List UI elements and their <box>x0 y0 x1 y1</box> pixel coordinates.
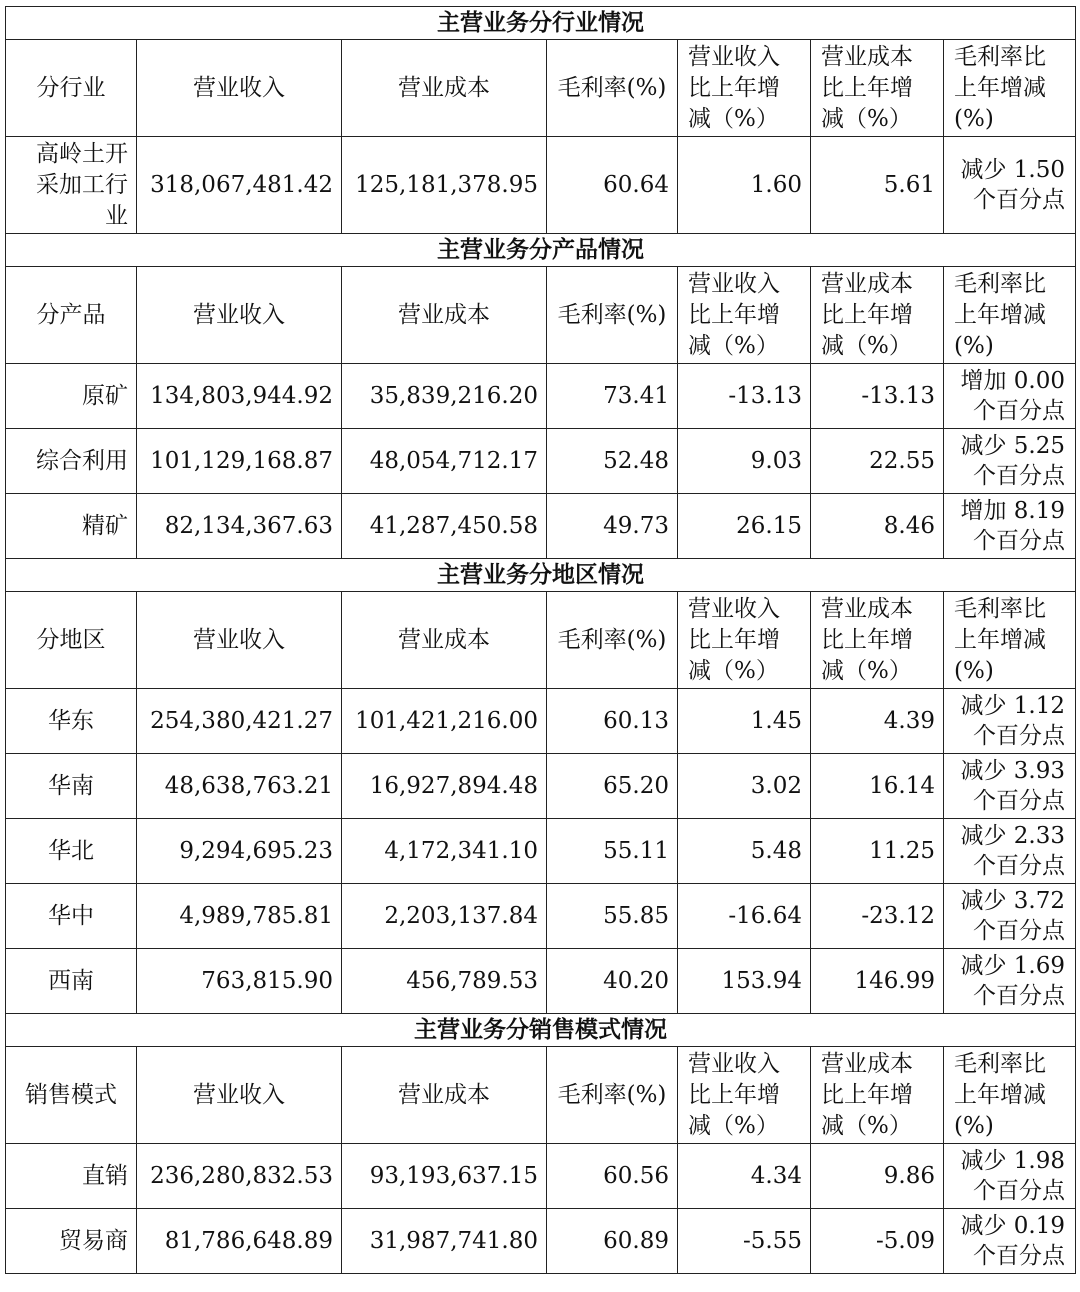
cost-change-cell: 16.14 <box>811 754 944 819</box>
revenue-change-cell: 153.94 <box>678 949 811 1014</box>
revenue-header: 营业收入 <box>137 267 342 364</box>
cost-cell: 31,987,741.80 <box>342 1209 547 1274</box>
revenue-change-header: 营业收入比上年增减（%） <box>678 40 811 137</box>
revenue-header: 营业收入 <box>137 1047 342 1144</box>
revenue-change-cell: -13.13 <box>678 364 811 429</box>
cost-cell: 48,054,712.17 <box>342 429 547 494</box>
cost-cell: 456,789.53 <box>342 949 547 1014</box>
revenue-change-header: 营业收入比上年增减（%） <box>678 592 811 689</box>
cost-cell: 16,927,894.48 <box>342 754 547 819</box>
cost-header: 营业成本 <box>342 267 547 364</box>
cost-change-cell: -23.12 <box>811 884 944 949</box>
margin-change-header: 毛利率比上年增减(%) <box>944 267 1076 364</box>
margin-cell: 40.20 <box>547 949 678 1014</box>
margin-change-cell: 减少 2.33 个百分点 <box>944 819 1076 884</box>
revenue-cell: 81,786,648.89 <box>137 1209 342 1274</box>
revenue-cell: 763,815.90 <box>137 949 342 1014</box>
cost-change-header: 营业成本比上年增减（%） <box>811 40 944 137</box>
margin-cell: 60.89 <box>547 1209 678 1274</box>
revenue-cell: 9,294,695.23 <box>137 819 342 884</box>
revenue-change-cell: 9.03 <box>678 429 811 494</box>
table-row <box>6 137 1076 234</box>
margin-change-cell: 减少 5.25 个百分点 <box>944 429 1076 494</box>
header-row <box>6 40 1076 137</box>
row-label: 直销 <box>6 1144 137 1209</box>
revenue-cell: 236,280,832.53 <box>137 1144 342 1209</box>
revenue-cell: 254,380,421.27 <box>137 689 342 754</box>
section-title-row <box>6 7 1076 40</box>
cost-change-cell: 9.86 <box>811 1144 944 1209</box>
margin-change-cell: 减少 1.12 个百分点 <box>944 689 1076 754</box>
section-title: 主营业务分地区情况 <box>6 559 1076 592</box>
revenue-cell: 48,638,763.21 <box>137 754 342 819</box>
row-label: 华北 <box>6 819 137 884</box>
cost-header: 营业成本 <box>342 40 547 137</box>
table-row <box>6 364 1076 429</box>
margin-cell: 73.41 <box>547 364 678 429</box>
revenue-header: 营业收入 <box>137 40 342 137</box>
cost-change-header: 营业成本比上年增减（%） <box>811 267 944 364</box>
margin-cell: 55.11 <box>547 819 678 884</box>
margin-cell: 60.56 <box>547 1144 678 1209</box>
table-row <box>6 819 1076 884</box>
row-label: 西南 <box>6 949 137 1014</box>
cost-change-cell: 146.99 <box>811 949 944 1014</box>
cost-change-cell: 11.25 <box>811 819 944 884</box>
margin-change-header: 毛利率比上年增减(%) <box>944 592 1076 689</box>
row-label: 华东 <box>6 689 137 754</box>
revenue-cell: 318,067,481.42 <box>137 137 342 234</box>
header-row <box>6 267 1076 364</box>
revenue-header: 营业收入 <box>137 592 342 689</box>
section-title: 主营业务分销售模式情况 <box>6 1014 1076 1047</box>
cost-change-cell: 5.61 <box>811 137 944 234</box>
margin-change-cell: 增加 0.00 个百分点 <box>944 364 1076 429</box>
cost-cell: 4,172,341.10 <box>342 819 547 884</box>
cost-change-cell: -5.09 <box>811 1209 944 1274</box>
cost-change-cell: 22.55 <box>811 429 944 494</box>
margin-change-header: 毛利率比上年增减(%) <box>944 1047 1076 1144</box>
first-col-header: 分行业 <box>6 40 137 137</box>
main-business-table <box>5 6 1076 1274</box>
cost-header: 营业成本 <box>342 592 547 689</box>
row-label: 高岭土开采加工行业 <box>6 137 137 234</box>
revenue-change-cell: 3.02 <box>678 754 811 819</box>
revenue-change-cell: 4.34 <box>678 1144 811 1209</box>
row-label: 贸易商 <box>6 1209 137 1274</box>
gross-margin-header: 毛利率(%) <box>547 592 678 689</box>
row-label: 综合利用 <box>6 429 137 494</box>
table-row <box>6 429 1076 494</box>
revenue-cell: 82,134,367.63 <box>137 494 342 559</box>
revenue-cell: 4,989,785.81 <box>137 884 342 949</box>
first-col-header: 分地区 <box>6 592 137 689</box>
revenue-change-cell: 26.15 <box>678 494 811 559</box>
margin-cell: 49.73 <box>547 494 678 559</box>
row-label: 华南 <box>6 754 137 819</box>
margin-cell: 60.64 <box>547 137 678 234</box>
table-row <box>6 494 1076 559</box>
revenue-change-cell: -5.55 <box>678 1209 811 1274</box>
table-row <box>6 949 1076 1014</box>
cost-change-cell: 8.46 <box>811 494 944 559</box>
section-title: 主营业务分行业情况 <box>6 7 1076 40</box>
margin-change-cell: 减少 1.69 个百分点 <box>944 949 1076 1014</box>
margin-change-header: 毛利率比上年增减(%) <box>944 40 1076 137</box>
revenue-change-header: 营业收入比上年增减（%） <box>678 267 811 364</box>
row-label: 华中 <box>6 884 137 949</box>
table-row <box>6 884 1076 949</box>
header-row <box>6 592 1076 689</box>
margin-change-cell: 减少 1.50 个百分点 <box>944 137 1076 234</box>
first-col-header: 销售模式 <box>6 1047 137 1144</box>
margin-change-cell: 减少 1.98 个百分点 <box>944 1144 1076 1209</box>
gross-margin-header: 毛利率(%) <box>547 40 678 137</box>
first-col-header: 分产品 <box>6 267 137 364</box>
revenue-change-cell: -16.64 <box>678 884 811 949</box>
revenue-change-cell: 1.60 <box>678 137 811 234</box>
revenue-change-cell: 5.48 <box>678 819 811 884</box>
margin-cell: 55.85 <box>547 884 678 949</box>
revenue-change-cell: 1.45 <box>678 689 811 754</box>
cost-change-cell: 4.39 <box>811 689 944 754</box>
cost-cell: 2,203,137.84 <box>342 884 547 949</box>
section-title-row <box>6 234 1076 267</box>
cost-header: 营业成本 <box>342 1047 547 1144</box>
cost-change-header: 营业成本比上年增减（%） <box>811 1047 944 1144</box>
table-row <box>6 689 1076 754</box>
margin-cell: 60.13 <box>547 689 678 754</box>
cost-cell: 35,839,216.20 <box>342 364 547 429</box>
margin-cell: 52.48 <box>547 429 678 494</box>
table-row <box>6 1144 1076 1209</box>
header-row <box>6 1047 1076 1144</box>
cost-cell: 41,287,450.58 <box>342 494 547 559</box>
gross-margin-header: 毛利率(%) <box>547 267 678 364</box>
cost-cell: 101,421,216.00 <box>342 689 547 754</box>
margin-change-cell: 减少 3.72 个百分点 <box>944 884 1076 949</box>
table-row <box>6 754 1076 819</box>
margin-cell: 65.20 <box>547 754 678 819</box>
revenue-cell: 134,803,944.92 <box>137 364 342 429</box>
section-title-row <box>6 559 1076 592</box>
cost-cell: 93,193,637.15 <box>342 1144 547 1209</box>
margin-change-cell: 增加 8.19 个百分点 <box>944 494 1076 559</box>
table-row <box>6 1209 1076 1274</box>
cost-change-cell: -13.13 <box>811 364 944 429</box>
gross-margin-header: 毛利率(%) <box>547 1047 678 1144</box>
section-title: 主营业务分产品情况 <box>6 234 1076 267</box>
cost-change-header: 营业成本比上年增减（%） <box>811 592 944 689</box>
row-label: 原矿 <box>6 364 137 429</box>
row-label: 精矿 <box>6 494 137 559</box>
cost-cell: 125,181,378.95 <box>342 137 547 234</box>
section-title-row <box>6 1014 1076 1047</box>
margin-change-cell: 减少 3.93 个百分点 <box>944 754 1076 819</box>
revenue-cell: 101,129,168.87 <box>137 429 342 494</box>
margin-change-cell: 减少 0.19 个百分点 <box>944 1209 1076 1274</box>
revenue-change-header: 营业收入比上年增减（%） <box>678 1047 811 1144</box>
